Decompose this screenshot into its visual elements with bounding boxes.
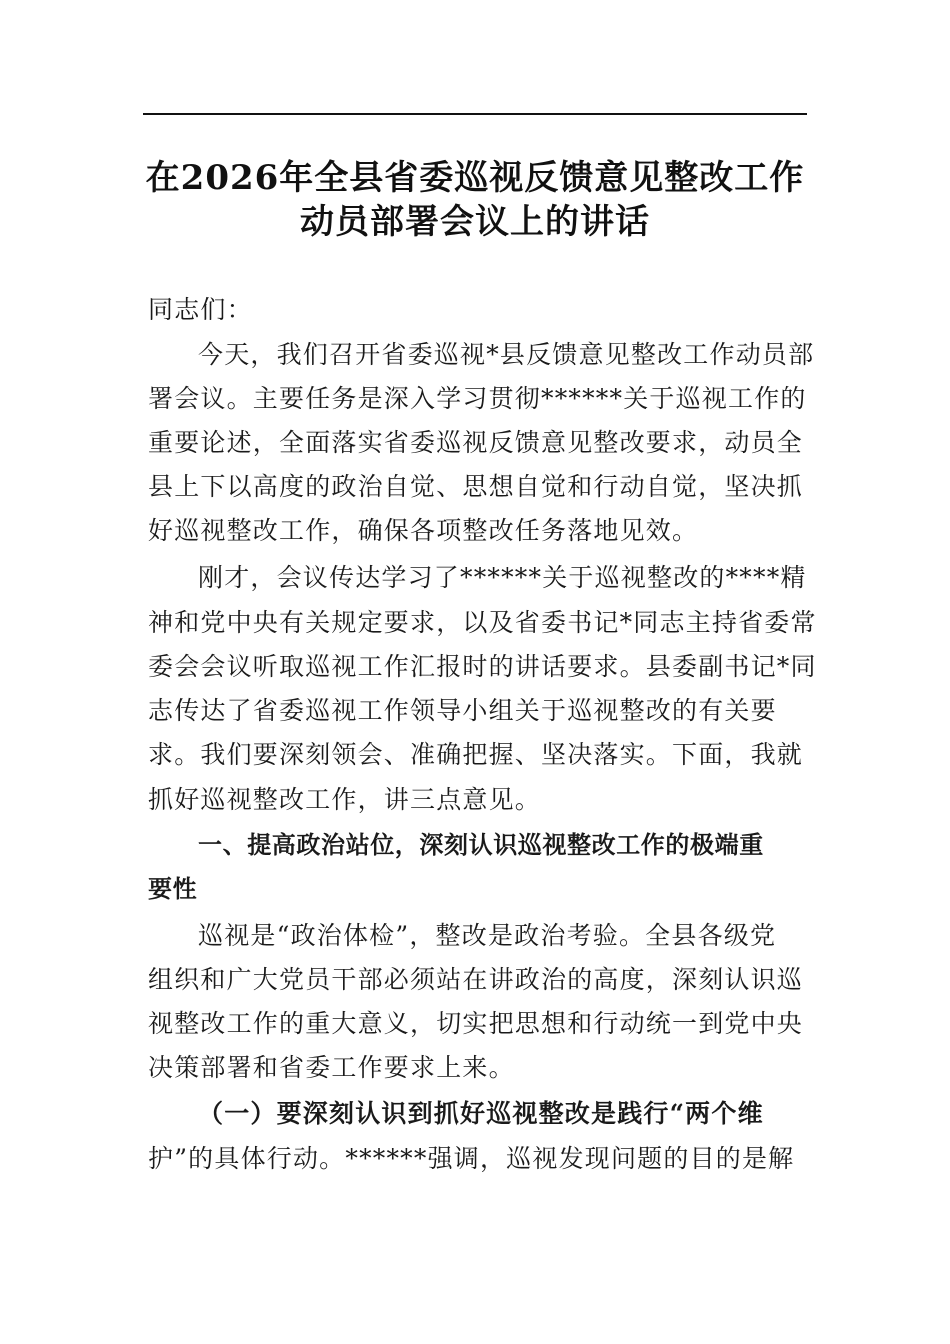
paragraph-line: 求。我们要深刻领会、准确把握、坚决落实。下面，我就	[148, 740, 804, 769]
salutation: 同志们：	[148, 295, 253, 324]
paragraph-line: 刚才，会议传达学习了******关于巡视整改的****精	[198, 563, 807, 592]
paragraph-line: 重要论述，全面落实省委巡视反馈意见整改要求，动员全	[148, 428, 804, 457]
paragraph-line: 抓好巡视整改工作，讲三点意见。	[148, 785, 542, 814]
section-heading: 一、提高政治站位，深刻认识巡视整改工作的极端重	[198, 831, 764, 859]
paragraph-line: 县上下以高度的政治自觉、思想自觉和行动自觉，坚决抓	[148, 472, 804, 501]
paragraph-line: 决策部署和省委工作要求上来。	[148, 1053, 515, 1082]
sub-heading-line: （一）要深刻认识到抓好巡视整改是践行“两个维	[198, 1099, 764, 1128]
paragraph-line: 巡视是“政治体检”，整改是政治考验。全县各级党	[198, 921, 777, 950]
document-title-line-2: 动员部署会议上的讲话	[300, 202, 650, 242]
paragraph-line: 今天，我们召开省委巡视*县反馈意见整改工作动员部	[198, 340, 815, 369]
paragraph-line: 组织和广大党员干部必须站在讲政治的高度，深刻认识巡	[148, 965, 804, 994]
paragraph-line: 护”的具体行动。******强调，巡视发现问题的目的是解	[148, 1144, 795, 1173]
paragraph-line: 署会议。主要任务是深入学习贯彻******关于巡视工作的	[148, 384, 807, 413]
paragraph-line: 好巡视整改工作，确保各项整改任务落地见效。	[148, 516, 699, 545]
paragraph-line: 志传达了省委巡视工作领导小组关于巡视整改的有关要	[148, 696, 777, 725]
document-title-line-1: 在2026年全县省委巡视反馈意见整改工作	[145, 158, 805, 198]
header-rule	[143, 113, 807, 115]
section-heading: 要性	[148, 875, 198, 903]
paragraph-line: 视整改工作的重大意义，切实把思想和行动统一到党中央	[148, 1009, 804, 1038]
paragraph-line: 神和党中央有关规定要求，以及省委书记*同志主持省委常	[148, 608, 817, 637]
paragraph-line: 委会会议听取巡视工作汇报时的讲话要求。县委副书记*同	[148, 652, 817, 681]
